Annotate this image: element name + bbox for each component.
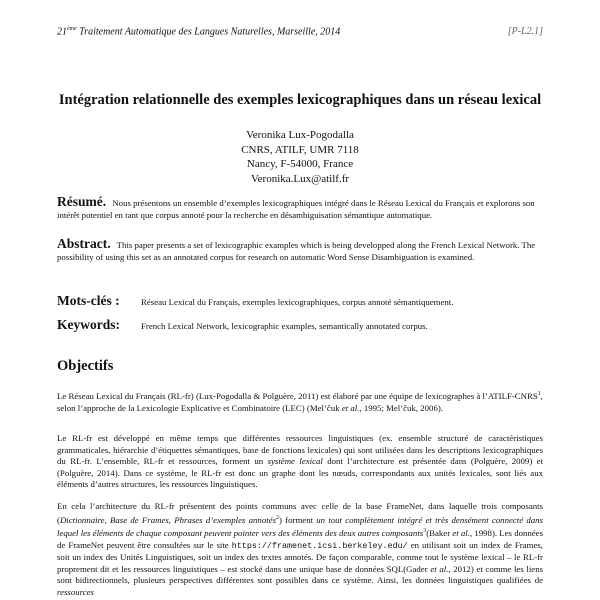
motscles-label: Mots-clés : bbox=[57, 293, 120, 308]
paragraph-2: Le RL-fr est développé en même temps que différentes ressources linguistiques (ex. ensemble structuré de caractéristiques grammaticales, hiérarchie d’étiquettes sémantiques, base de fonctions lexicales) qui sont utilisées dans les descriptions lexicographiques du RL-fr. L’ensemble, RL-fr et ressources, forment un système lexical dont l’architecture est présentée dans (Polguère, 2009) et (Polguère, 2014). Dans ce système, le RL-fr est donc un graphe dont les nœuds, correspondants aux unités lexicales, sont liés aux éléments d’autres structures, les ressources linguistiques. bbox=[57, 433, 544, 490]
keywords-text: French Lexical Network, lexicographic examples, semantically annotated corpus. bbox=[141, 321, 428, 331]
paper-title: Intégration relationnelle des exemples lexicographiques dans un réseau lexical bbox=[58, 92, 542, 108]
author-affiliation: CNRS, ATILF, UMR 7118 bbox=[241, 143, 359, 156]
abstract-text: This paper presents a set of lexicographic examples which is being developped along the French Lexical Network. The possibility of using this set as an annotated corpus for research on automatic Word Sense Disambiguation is examined. bbox=[57, 240, 536, 262]
author-email: Veronika.Lux@atilf.fr bbox=[250, 172, 350, 185]
conference-name: 21ème Traitement Automatique des Langues Naturelles, Marseille, 2014 bbox=[57, 26, 341, 38]
motscles-row bbox=[57, 292, 543, 310]
keywords-label: Keywords: bbox=[57, 317, 120, 332]
paragraph-3: En cela l’architecture du RL-fr présentent des points communs avec celle de la base FrameNet, dans laquelle trois composants (Dictionnaire, Base de Frames, Phrases d’exemples annotés$^2$) forment un tout complètement intégré et très densément connecté dans lequel les éléments de chaque composant peuvent pointer vers des éléments des deux autres composants$^3$(Baker et al., 1998). Les données de FrameNet peuvent être consultées sur le site https://framenet.icsi.berkeley.edu/ en utilisant soit un index de Frames, soit un index des Unités Linguistiques, soit un index des textes annotés. De façon comparable, comme tout le système lexical – le RL-fr proprement dit et les ressources linguistiques – est stocké dans une unique base de données SQL(Gader et al., 2012) et comme les liens sont bidirectionnels, plusieurs perspectives différentes sont possibles dans ce système. Ainsi, les données linguistiques qualifiées de ressources bbox=[57, 501, 544, 597]
author-name: Veronika Lux-Pogodalla bbox=[246, 129, 354, 141]
resume-block bbox=[57, 196, 543, 221]
abstract-block bbox=[57, 238, 543, 263]
keywords-row bbox=[57, 316, 543, 334]
author-block bbox=[0, 128, 600, 186]
running-header bbox=[57, 26, 543, 40]
section-heading: Objectifs bbox=[57, 358, 114, 374]
framenet-url[interactable]: https://framenet.icsi.berkeley.edu/ bbox=[231, 540, 408, 551]
motscles-text: Réseau Lexical du Français, exemples lexicographiques, corpus annoté sémantiquement. bbox=[141, 297, 454, 307]
paragraph-1: Le Réseau Lexical du Français (RL-fr) (Lux-Pogodalla & Polguère, 2011) est élaboré par une équipe de lexicographes à l’ATILF-CNRS$^1$, selon l’approche de la Lexicologie Explicative et Combinatoire (LEC) (Mel’čuk et al., 1995; Mel’čuk, 2006). bbox=[57, 390, 543, 413]
resume-label: Résumé. bbox=[57, 194, 107, 209]
author-location: Nancy, F-54000, France bbox=[246, 158, 354, 170]
paper-code: [P-L2.1] bbox=[507, 26, 543, 37]
resume-text: Nous présentons un ensemble d’exemples lexicographiques intégré dans le Réseau Lexical du Français et explorons son intérêt potentiel en tant que corpus annoté pour la recherche en désambiguisation sémantique automatique. bbox=[57, 198, 535, 220]
abstract-label: Abstract. bbox=[57, 236, 111, 251]
